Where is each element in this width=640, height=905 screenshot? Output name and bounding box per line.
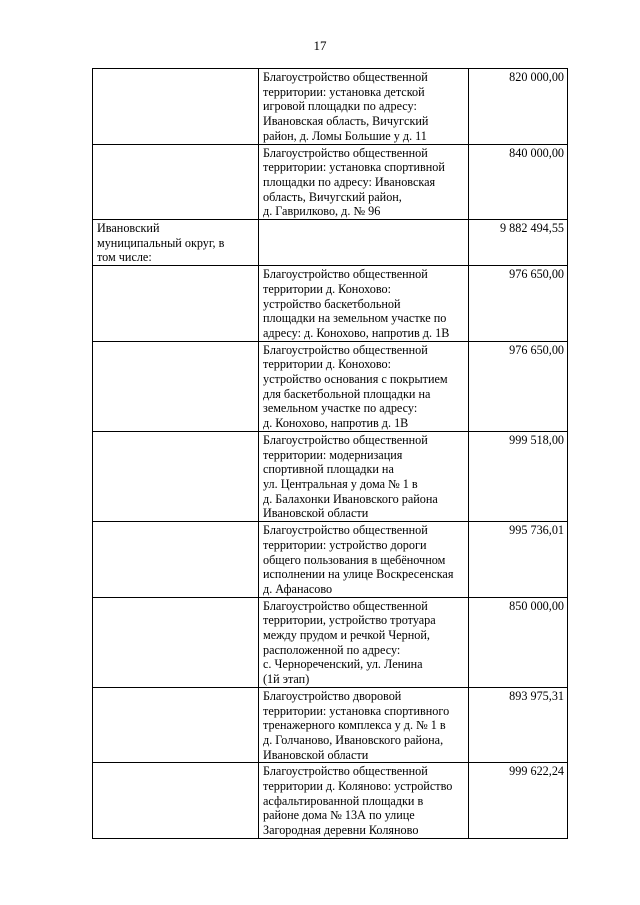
description-cell-line: ул. Центральная у дома № 1 в [263, 476, 418, 491]
description-cell [259, 144, 469, 220]
description-cell-line: область, Вичугский район, [263, 189, 402, 204]
description-cell-line: Благоустройство общественной [263, 523, 428, 538]
table-row [93, 763, 568, 839]
recipient-cell [93, 687, 259, 763]
description-cell-line: территории: установка спортивной [263, 160, 445, 175]
description-cell-line: спортивной площадки на [263, 462, 394, 477]
recipient-cell [93, 144, 259, 220]
description-cell-line: расположенной по адресу: [263, 642, 401, 657]
description-cell-line: Благоустройство общественной [263, 70, 428, 84]
description-cell-line: площадки по адресу: Ивановская [263, 174, 436, 189]
amount-cell: 9 882 494,55 [469, 220, 568, 266]
amount-cell: 999 622,24 [469, 763, 568, 839]
description-cell-line: Благоустройство общественной [263, 598, 428, 613]
amount-cell: 840 000,00 [469, 144, 568, 220]
budget-table [92, 68, 568, 839]
recipient-cell-line: муниципальный округ, в [97, 235, 225, 250]
description-cell [259, 431, 469, 521]
description-cell-line: д. Гаврилково, д. № 96 [263, 204, 381, 219]
table-row [93, 144, 568, 220]
table-row [93, 220, 568, 266]
table-row [93, 687, 568, 763]
table-body [93, 69, 568, 839]
description-cell-line: земельном участке по адресу: [263, 401, 418, 416]
table-row [93, 69, 568, 145]
description-cell-line: территории д. Конохово: [263, 281, 391, 296]
description-cell-line: тренажерного комплекса у д. № 1 в [263, 718, 446, 733]
description-cell-line: Ивановской области [263, 506, 369, 521]
description-cell-line: для баскетбольной площадки на [263, 386, 431, 401]
description-cell-line: устройство основания с покрытием [263, 372, 448, 387]
recipient-cell [93, 763, 259, 839]
description-cell-line: д. Афанасово [263, 581, 333, 596]
recipient-cell [93, 341, 259, 431]
description-cell [259, 266, 469, 342]
amount-cell: 820 000,00 [469, 69, 568, 145]
description-cell-line: территории д. Коляново: устройство [263, 779, 453, 794]
description-cell-line: Благоустройство общественной [263, 145, 428, 160]
description-cell-line: территории: установка детской [263, 84, 425, 99]
description-cell [259, 597, 469, 687]
description-cell [259, 687, 469, 763]
description-cell-line: район, д. Ломы Большие у д. 11 [263, 128, 427, 143]
amount-cell: 995 736,01 [469, 522, 568, 598]
description-cell-line: адресу: д. Конохово, напротив д. 1В [263, 325, 450, 340]
amount-cell: 850 000,00 [469, 597, 568, 687]
description-cell-line: территории: установка спортивного [263, 703, 450, 718]
description-cell [259, 341, 469, 431]
description-cell-line: Благоустройство общественной [263, 342, 428, 357]
recipient-cell [93, 522, 259, 598]
description-cell-line: устройство баскетбольной [263, 296, 401, 311]
table-row [93, 522, 568, 598]
description-cell-line: с. Чернореченский, ул. Ленина [263, 657, 423, 672]
description-cell-line: д. Конохово, напротив д. 1В [263, 416, 409, 431]
recipient-cell-line: Ивановский [97, 221, 160, 236]
table-row [93, 431, 568, 521]
recipient-cell-line: том числе: [97, 250, 152, 265]
description-cell-line: Загородная деревни Коляново [263, 823, 419, 838]
table-row [93, 597, 568, 687]
description-cell-line: Благоустройство общественной [263, 432, 428, 447]
description-cell-line: территории д. Конохово: [263, 357, 391, 372]
description-cell-line: территории, устройство тротуара [263, 613, 436, 628]
description-cell-line: районе дома № 13А по улице [263, 808, 415, 823]
description-cell-line: д. Голчаново, Ивановского района, [263, 732, 444, 747]
description-cell-line: д. Балахонки Ивановского района [263, 491, 438, 506]
description-cell [259, 69, 469, 145]
description-cell-line: Ивановская область, Вичугский [263, 114, 429, 129]
description-cell-line: асфальтированной площадки в [263, 793, 424, 808]
description-cell-line: Благоустройство общественной [263, 764, 428, 779]
description-cell-line: игровой площадки по адресу: [263, 99, 417, 114]
description-cell-line: Благоустройство дворовой [263, 688, 402, 703]
description-cell-line: (1й этап) [263, 672, 310, 687]
description-cell-line: территории: устройство дороги [263, 537, 427, 552]
recipient-cell [93, 597, 259, 687]
description-cell-line: площадки на земельном участке по [263, 311, 447, 326]
amount-cell: 976 650,00 [469, 341, 568, 431]
description-cell-line: Благоустройство общественной [263, 267, 428, 282]
description-cell-line: Ивановской области [263, 747, 369, 762]
description-cell [259, 220, 469, 266]
recipient-cell [93, 266, 259, 342]
amount-cell: 893 975,31 [469, 687, 568, 763]
table-row [93, 266, 568, 342]
description-cell-line: между прудом и речкой Черной, [263, 628, 430, 643]
table-row [93, 341, 568, 431]
amount-cell: 976 650,00 [469, 266, 568, 342]
description-cell [259, 763, 469, 839]
recipient-cell [93, 220, 259, 266]
description-cell-line: общего пользования в щебёночном [263, 552, 446, 567]
description-cell-line: исполнении на улице Воскресенская [263, 567, 454, 582]
recipient-cell [93, 69, 259, 145]
amount-cell: 999 518,00 [469, 431, 568, 521]
page-number: 17 [313, 38, 327, 53]
recipient-cell [93, 431, 259, 521]
description-cell [259, 522, 469, 598]
description-cell-line: территории: модернизация [263, 447, 403, 462]
